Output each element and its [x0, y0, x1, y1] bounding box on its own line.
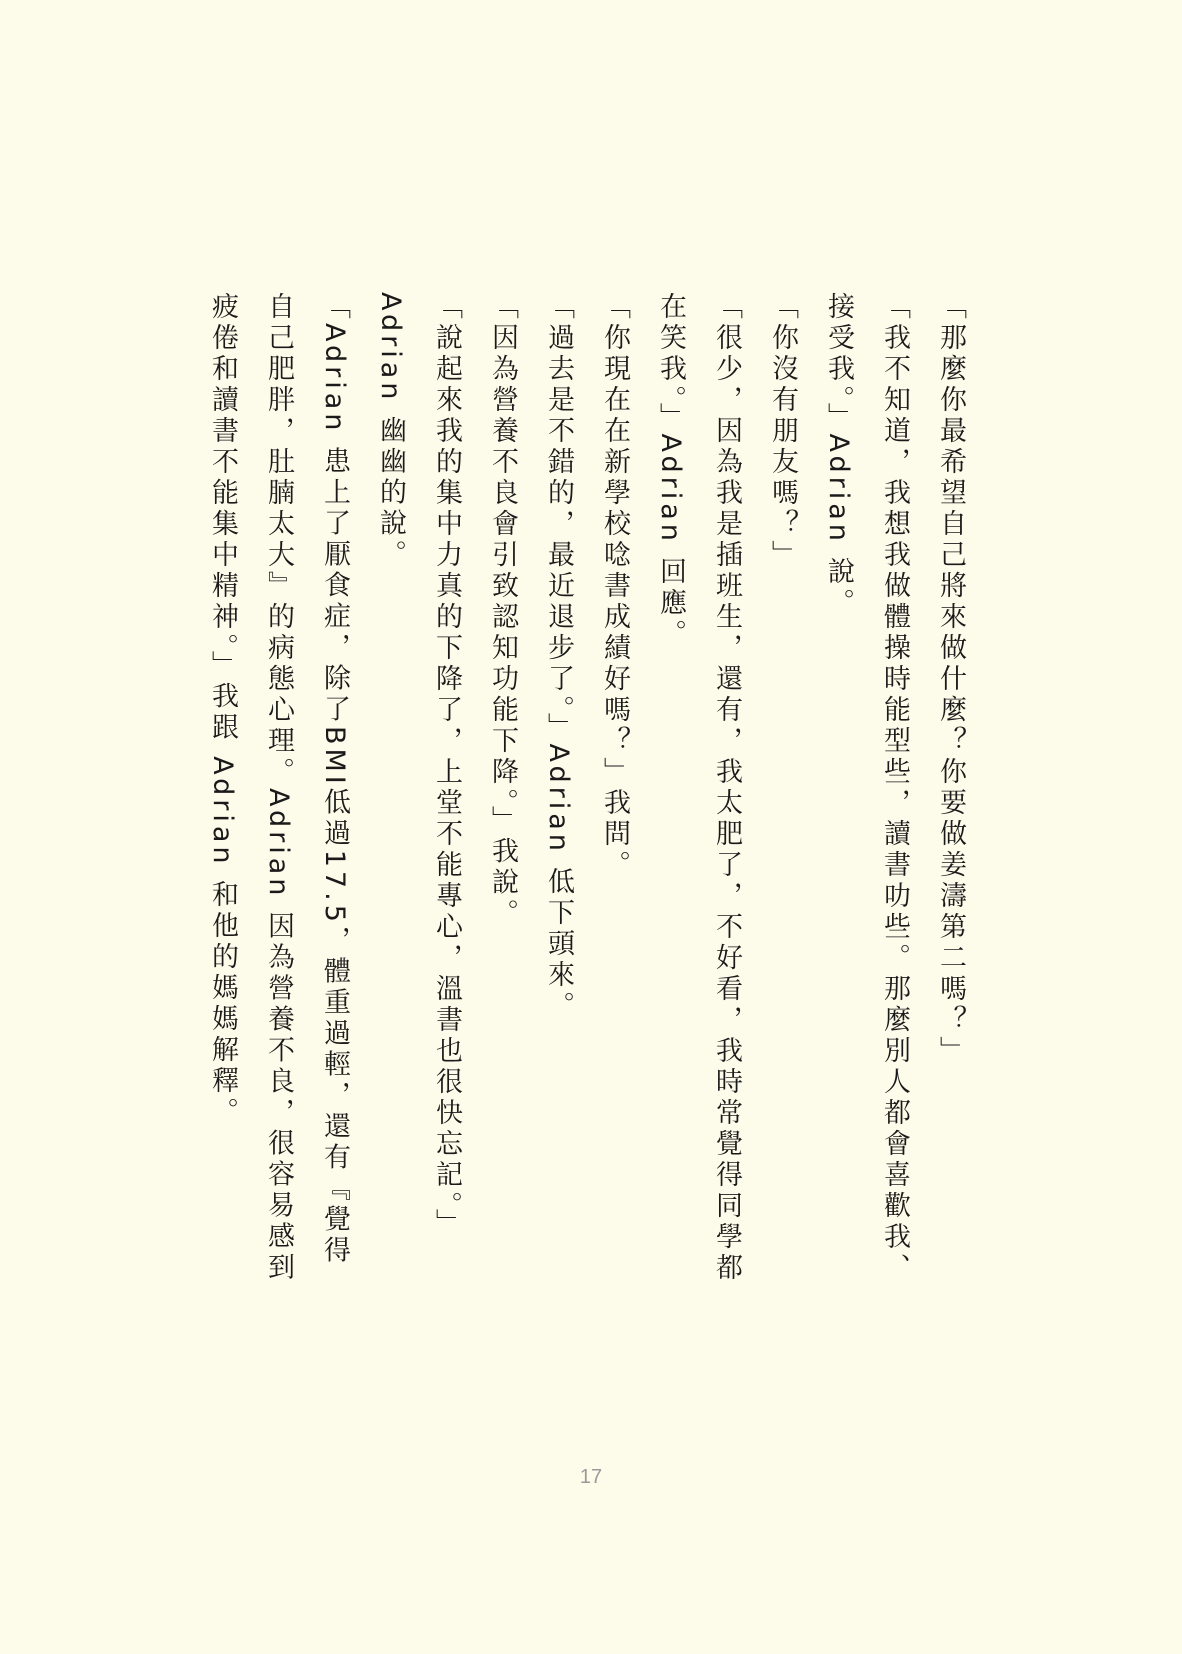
- paragraph: 「你沒有朋友嗎？」: [767, 292, 798, 571]
- paragraph: 「很少，因為我是插班生，還有，我太肥了，不好看，我時常覺得同學都在笑我。」Adrian 回應。: [655, 292, 742, 1284]
- vertical-text-body: [178, 292, 978, 1292]
- paragraph: 「因為營養不良會引致認知功能下降。」我說。: [487, 292, 518, 930]
- paragraph: 「你現在在新學校唸書成績好嗎？」我問。: [599, 292, 630, 881]
- paragraph: 「Adrian 患上了厭食症，除了BMI低過17.5，體重過輕，還有『覺得自己肥胖，肚腩太大』的病態心理。Adrian 因為營養不良，很容易感到疲倦和讀書不能集中精神。」我跟 Adrian 和他的媽媽解釋。: [207, 292, 350, 1284]
- paragraph: 「那麼你最希望自己將來做什麼？你要做姜濤第二嗎？」: [935, 292, 966, 1067]
- paragraph: Adrian 幽幽的說。: [375, 292, 406, 571]
- paragraph: 「說起來我的集中力真的下降了，上堂不能專心，溫書也很快忘記。」: [431, 292, 462, 1240]
- page-number: 17: [579, 1466, 603, 1488]
- paragraph: 「我不知道，我想我做體操時能型些，讀書叻些。那麼別人都會喜歡我、接受我。」Adrian 說。: [823, 292, 910, 1284]
- paragraph: 「過去是不錯的，最近退步了。」Adrian 低下頭來。: [543, 292, 574, 1023]
